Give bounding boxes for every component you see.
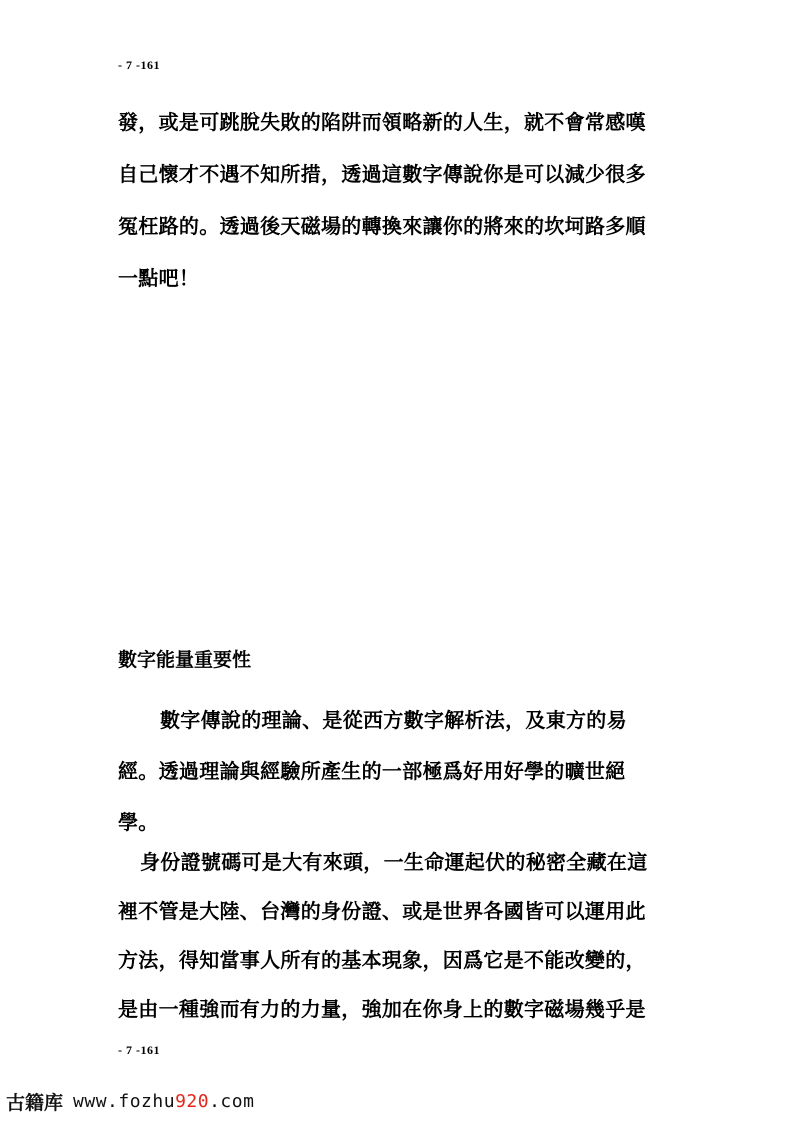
paragraph-bottom [118,852,678,1048]
watermark-url-prefix: www.fozhu [73,1090,176,1112]
watermark-brand: 古籍库 [6,1091,64,1114]
paragraph-line: 自己懷才不遇不知所措，透過這數字傳說你是可以減少很多 [118,162,646,186]
paragraph-line: 數字傳說的理論、是從西方數字解析法，及東方的易 [160,708,627,732]
paragraph-line: 經。透過理論與經驗所產生的一部極爲好用好學的曠世絕 [118,759,626,783]
paragraph-line: 冤枉路的。透過後天磁場的轉換來讓你的將來的坎坷路多順 [118,214,646,238]
paragraph-line: 身份證號碼可是大有來頭，一生命運起伏的秘密全藏在這 [140,850,648,874]
watermark-url-suffix: .com [209,1090,255,1112]
paragraph-line: 一點吧！ [118,266,200,290]
watermark [6,1089,254,1113]
paragraph-line: 裡不管是大陸、台灣的身份證、或是世界各國皆可以運用此 [118,899,646,923]
paragraph-mid [118,710,678,863]
footer-page-number: - 7 -161 [118,1043,160,1057]
paragraph-line: 發，或是可跳脫失敗的陷阱而領略新的人生，就不會常感嘆 [118,110,646,134]
header-page-number: - 7 -161 [118,58,160,72]
paragraph-line: 學。 [118,810,159,834]
paragraph-line: 方法，得知當事人所有的基本現象，因爲它是不能改變的， [118,948,646,972]
paragraph-top [118,112,678,320]
watermark-url[interactable] [73,1091,254,1112]
paragraph-line: 是由一種強而有力的力量，強加在你身上的數字磁場幾乎是 [118,997,646,1021]
watermark-url-number: 920 [175,1090,210,1112]
section-heading: 數字能量重要性 [118,649,252,671]
